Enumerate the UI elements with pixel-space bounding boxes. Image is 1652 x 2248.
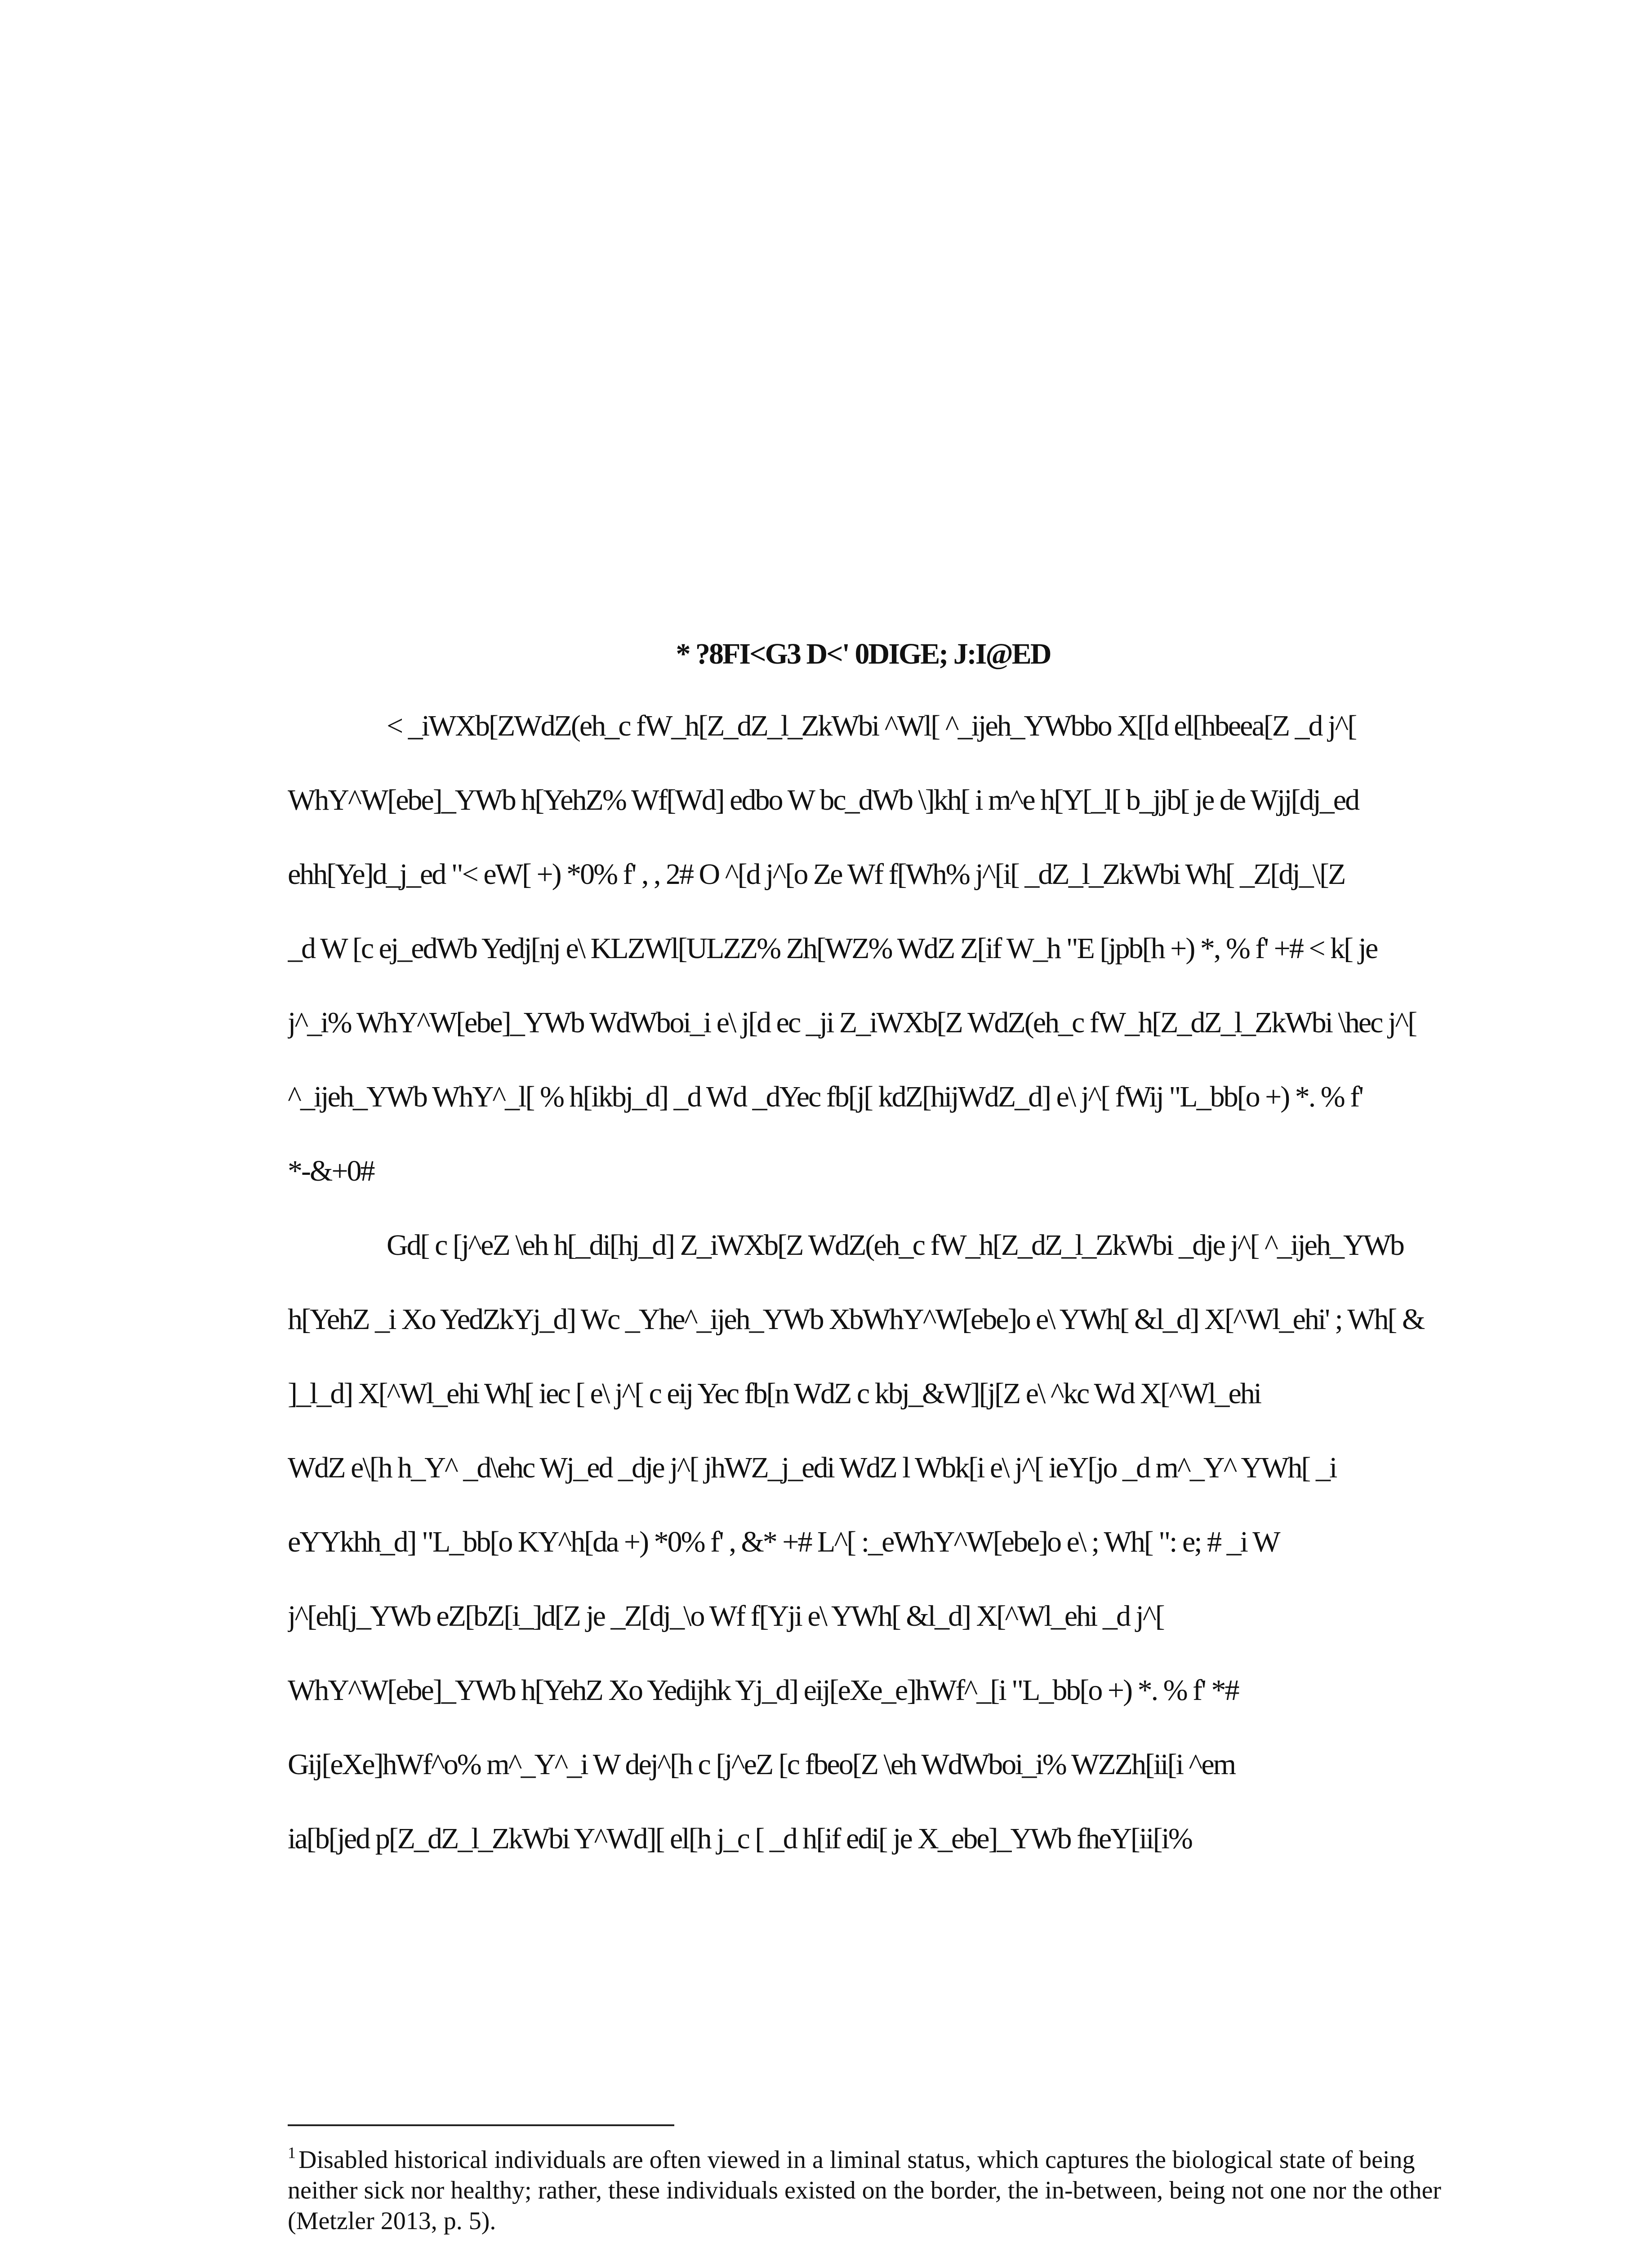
paragraph-line: *-&+0# <box>288 1155 374 1187</box>
paragraph-line: h[YehZ _i Xo YedZkYj_d] Wc _Yhe^_ijeh_YWb XbWhY^W[ebe]o e\ YWh[ &l_d] X[^Wl_ehi' ; Wh[ & <box>288 1303 1424 1336</box>
body-text <box>288 706 1452 1893</box>
paragraph-line: WhY^W[ebe]_YWb h[YehZ Xo Yedijhk Yj_d] eij[eXe_e]hWf^_[i "L_bb[o +) *. % f' *# <box>288 1674 1238 1707</box>
paragraph-line: j^_i% WhY^W[ebe]_YWb WdWboi_i e\ j[d ec _ji Z_iWXb[Z WdZ(eh_c fW_h[Z_dZ_l_ZkWbi \hec j^[ <box>288 1006 1416 1039</box>
paragraph-line: ia[b[jed p[Z_dZ_l_ZkWbi Y^Wd][ el[h j_c [ _d h[if edi[ je X_ebe]_YWb fheY[ii[i% <box>288 1822 1192 1855</box>
paragraph-line: eYYkhh_d] "L_bb[o KY^h[da +) *0% f' , &* +# L^[ :_eWhY^W[ebe]o e\ ; Wh[ ": e; # _i W <box>288 1525 1279 1558</box>
paragraph-line: ]_l_d] X[^Wl_ehi Wh[ iec [ e\ j^[ c eij Yec fb[n WdZ c kbj_&W][j[Z e\ ^kc Wd X[^Wl_ehi <box>288 1377 1261 1410</box>
section-heading: * ?8FI<G3 D<' 0DIGE; J:I@ED <box>676 638 1051 670</box>
paragraph-line: Gd[ c [j^eZ \eh h[_di[hj_d] Z_iWXb[Z WdZ(eh_c fW_h[Z_dZ_l_ZkWbi _dje j^[ ^_ijeh_YWb <box>387 1229 1403 1262</box>
footnote-text: Disabled historical individuals are often viewed in a liminal status, which captures the biological state of being neither sick nor healthy; rather, these individuals existed on the border, the in-between, being not one nor the other (Metzler 2013, p. 5). <box>288 2146 1442 2235</box>
paragraph-line: WdZ e\[h h_Y^ _d\ehc Wj_ed _dje j^[ jhWZ_j_edi WdZ l Wbk[i e\ j^[ ieY[jo _d m^_Y^ YWh[ _i <box>288 1451 1336 1484</box>
paragraph-line: ehh[Ye]d_j_ed "< eW[ +) *0% f' , , 2# O ^[d j^[o Ze Wf f[Wh% j^[i[ _dZ_l_ZkWbi Wh[ _Z[dj_\[Z <box>288 858 1345 891</box>
paragraph-line: j^[eh[j_YWb eZ[bZ[i_]d[Z je _Z[dj_\o Wf f[Yji e\ YWh[ &l_d] X[^Wl_ehi _d j^[ <box>288 1600 1164 1632</box>
paragraph-line: _d W [c ej_edWb Yedj[nj e\ KLZWl[ULZZ% Zh[WZ% WdZ Z[if W_h "E [jpb[h +) *, % f' +# < k[ je <box>288 932 1377 965</box>
footnote <box>288 2145 1452 2236</box>
paragraph-line: WhY^W[ebe]_YWb h[YehZ% Wf[Wd] edbo W bc_dWb \]kh[ i m^e h[Y[_l[ b_jjb[ je de Wjj[dj_ed <box>288 784 1359 816</box>
paragraph-line: < _iWXb[ZWdZ(eh_c fW_h[Z_dZ_l_ZkWbi ^Wl[ ^_ijeh_YWbbo X[[d el[hbeea[Z _d j^[ <box>387 709 1356 742</box>
footnote-separator <box>288 2124 674 2126</box>
paragraph-line: Gij[eXe]hWf^o% m^_Y^_i W dej^[h c [j^eZ [c fbeo[Z \eh WdWboi_i% WZZh[ii[i ^em <box>288 1748 1235 1781</box>
paragraph-line: ^_ijeh_YWb WhY^_l[ % h[ikbj_d] _d Wd _dYec fb[j[ kdZ[hijWdZ_d] e\ j^[ fWij "L_bb[o +) *. % f' <box>288 1080 1363 1113</box>
footnote-marker: 1 <box>288 2144 296 2162</box>
